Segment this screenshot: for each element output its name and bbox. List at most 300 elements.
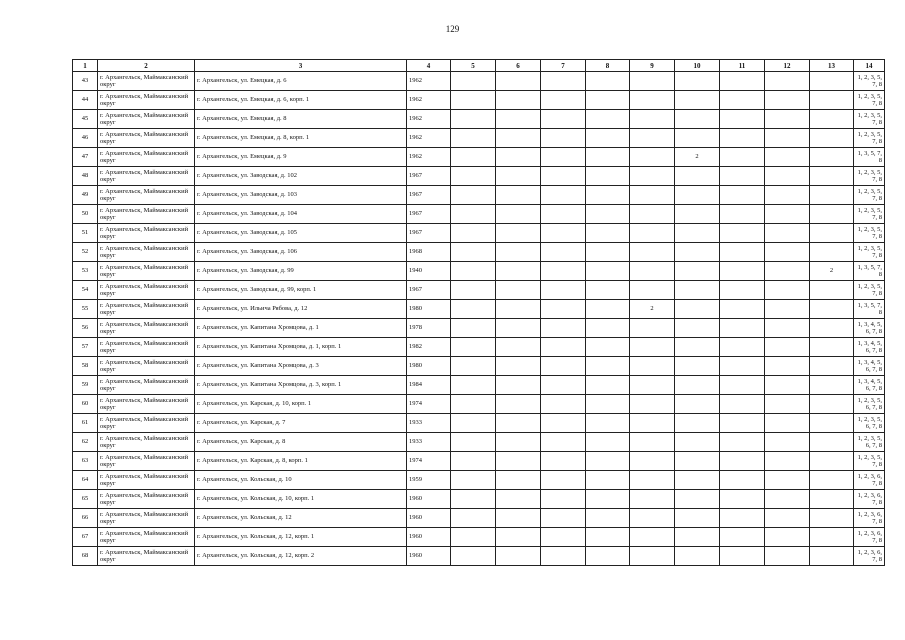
col-9-cell — [630, 262, 675, 281]
col-5-cell — [451, 433, 496, 452]
year-cell: 1959 — [407, 471, 451, 490]
col-8-cell — [586, 148, 630, 167]
district-cell: г. Архангельск, Маймаксанский округ — [98, 186, 195, 205]
year-cell: 1967 — [407, 186, 451, 205]
col-5-cell — [451, 509, 496, 528]
col-8-cell — [586, 414, 630, 433]
district-cell: г. Архангельск, Маймаксанский округ — [98, 452, 195, 471]
table-row — [73, 452, 885, 471]
col-13-cell — [810, 205, 854, 224]
col-5-cell — [451, 357, 496, 376]
col-11-cell — [720, 91, 765, 110]
col-7-cell — [541, 262, 586, 281]
district-cell: г. Архангельск, Маймаксанский округ — [98, 205, 195, 224]
table-row — [73, 148, 885, 167]
district-cell: г. Архангельск, Маймаксанский округ — [98, 281, 195, 300]
year-cell: 1967 — [407, 224, 451, 243]
address-cell: г. Архангельск, ул. Заводская, д. 102 — [195, 167, 407, 186]
col-9-cell — [630, 471, 675, 490]
col-8-cell — [586, 224, 630, 243]
col-13-cell — [810, 395, 854, 414]
col-12-cell — [765, 224, 810, 243]
col-7-cell — [541, 433, 586, 452]
col-5-cell — [451, 338, 496, 357]
col-12-cell — [765, 547, 810, 566]
col-13-cell: 2 — [810, 262, 854, 281]
row-number: 57 — [73, 338, 98, 357]
col-12-cell — [765, 528, 810, 547]
col-7-cell — [541, 319, 586, 338]
col-6-cell — [496, 281, 541, 300]
row-number: 63 — [73, 452, 98, 471]
year-cell: 1967 — [407, 167, 451, 186]
col-6-cell — [496, 91, 541, 110]
year-cell: 1960 — [407, 547, 451, 566]
row-number: 44 — [73, 91, 98, 110]
col-6-cell — [496, 490, 541, 509]
col-5-cell — [451, 167, 496, 186]
row-number: 53 — [73, 262, 98, 281]
col-13-cell — [810, 110, 854, 129]
col-5-cell — [451, 414, 496, 433]
address-cell: г. Архангельск, ул. Заводская, д. 104 — [195, 205, 407, 224]
row-number: 65 — [73, 490, 98, 509]
district-cell: г. Архангельск, Маймаксанский округ — [98, 110, 195, 129]
col-5-cell — [451, 300, 496, 319]
table-row — [73, 376, 885, 395]
col-5-cell — [451, 319, 496, 338]
col-12-cell — [765, 148, 810, 167]
col-12-cell — [765, 243, 810, 262]
col-7-cell — [541, 414, 586, 433]
address-cell: г. Архангельск, ул. Карская, д. 10, корп. 1 — [195, 395, 407, 414]
year-cell: 1962 — [407, 129, 451, 148]
col-5-cell — [451, 148, 496, 167]
column-header-7: 7 — [541, 60, 586, 72]
col-8-cell — [586, 129, 630, 148]
col-7-cell — [541, 281, 586, 300]
row-number: 66 — [73, 509, 98, 528]
address-cell: г. Архангельск, ул. Капитана Хромцова, д. 1, корп. 1 — [195, 338, 407, 357]
year-cell: 1962 — [407, 72, 451, 91]
district-cell: г. Архангельск, Маймаксанский округ — [98, 148, 195, 167]
col-6-cell — [496, 414, 541, 433]
row-number: 67 — [73, 528, 98, 547]
col-7-cell — [541, 547, 586, 566]
col-6-cell — [496, 262, 541, 281]
col-8-cell — [586, 376, 630, 395]
column-header-14: 14 — [854, 60, 885, 72]
notes-cell: 1, 2, 3, 6, 7, 8 — [854, 509, 885, 528]
address-cell: г. Архангельск, ул. Кольская, д. 12, корп. 1 — [195, 528, 407, 547]
col-7-cell — [541, 452, 586, 471]
col-7-cell — [541, 91, 586, 110]
col-7-cell — [541, 528, 586, 547]
col-6-cell — [496, 243, 541, 262]
district-cell: г. Архангельск, Маймаксанский округ — [98, 471, 195, 490]
district-cell: г. Архангельск, Маймаксанский округ — [98, 490, 195, 509]
col-9-cell — [630, 528, 675, 547]
col-10-cell — [675, 243, 720, 262]
col-10-cell — [675, 110, 720, 129]
col-6-cell — [496, 357, 541, 376]
col-6-cell — [496, 547, 541, 566]
row-number: 61 — [73, 414, 98, 433]
district-cell: г. Архангельск, Маймаксанский округ — [98, 509, 195, 528]
col-7-cell — [541, 224, 586, 243]
col-7-cell — [541, 148, 586, 167]
year-cell: 1967 — [407, 205, 451, 224]
col-8-cell — [586, 433, 630, 452]
col-8-cell — [586, 91, 630, 110]
col-10-cell — [675, 357, 720, 376]
col-8-cell — [586, 338, 630, 357]
col-7-cell — [541, 490, 586, 509]
col-8-cell — [586, 357, 630, 376]
district-cell: г. Архангельск, Маймаксанский округ — [98, 338, 195, 357]
col-12-cell — [765, 414, 810, 433]
district-cell: г. Архангельск, Маймаксанский округ — [98, 528, 195, 547]
col-13-cell — [810, 281, 854, 300]
notes-cell: 1, 2, 3, 6, 7, 8 — [854, 528, 885, 547]
table-row — [73, 319, 885, 338]
col-11-cell — [720, 433, 765, 452]
col-11-cell — [720, 186, 765, 205]
col-11-cell — [720, 452, 765, 471]
col-13-cell — [810, 148, 854, 167]
row-number: 50 — [73, 205, 98, 224]
address-cell: г. Архангельск, ул. Емецкая, д. 9 — [195, 148, 407, 167]
col-10-cell — [675, 167, 720, 186]
row-number: 62 — [73, 433, 98, 452]
address-cell: г. Архангельск, ул. Ильича Рябова, д. 12 — [195, 300, 407, 319]
row-number: 68 — [73, 547, 98, 566]
table-row — [73, 129, 885, 148]
notes-cell: 1, 2, 3, 6, 7, 8 — [854, 490, 885, 509]
notes-cell: 1, 2, 3, 5, 7, 8 — [854, 129, 885, 148]
col-5-cell — [451, 452, 496, 471]
address-cell: г. Архангельск, ул. Кольская, д. 10, корп. 1 — [195, 490, 407, 509]
col-10-cell — [675, 129, 720, 148]
col-9-cell — [630, 338, 675, 357]
col-5-cell — [451, 262, 496, 281]
row-number: 45 — [73, 110, 98, 129]
column-header-2: 2 — [98, 60, 195, 72]
col-8-cell — [586, 186, 630, 205]
col-6-cell — [496, 110, 541, 129]
col-12-cell — [765, 91, 810, 110]
col-9-cell — [630, 433, 675, 452]
col-12-cell — [765, 262, 810, 281]
column-header-13: 13 — [810, 60, 854, 72]
col-7-cell — [541, 167, 586, 186]
year-cell: 1980 — [407, 357, 451, 376]
address-cell: г. Архангельск, ул. Емецкая, д. 6, корп. 1 — [195, 91, 407, 110]
col-7-cell — [541, 110, 586, 129]
col-6-cell — [496, 471, 541, 490]
district-cell: г. Архангельск, Маймаксанский округ — [98, 395, 195, 414]
col-11-cell — [720, 395, 765, 414]
col-11-cell — [720, 338, 765, 357]
page-number: 129 — [445, 24, 460, 34]
col-12-cell — [765, 205, 810, 224]
col-9-cell — [630, 91, 675, 110]
col-9-cell — [630, 547, 675, 566]
col-8-cell — [586, 395, 630, 414]
col-9-cell — [630, 357, 675, 376]
table-row — [73, 357, 885, 376]
year-cell: 1960 — [407, 490, 451, 509]
row-number: 59 — [73, 376, 98, 395]
notes-cell: 1, 2, 3, 5, 7, 8 — [854, 186, 885, 205]
year-cell: 1960 — [407, 509, 451, 528]
table-row — [73, 224, 885, 243]
col-11-cell — [720, 414, 765, 433]
col-5-cell — [451, 186, 496, 205]
col-11-cell — [720, 167, 765, 186]
col-5-cell — [451, 547, 496, 566]
col-11-cell — [720, 129, 765, 148]
col-9-cell — [630, 490, 675, 509]
col-10-cell — [675, 547, 720, 566]
col-10-cell — [675, 528, 720, 547]
col-5-cell — [451, 72, 496, 91]
col-13-cell — [810, 186, 854, 205]
col-8-cell — [586, 509, 630, 528]
col-6-cell — [496, 433, 541, 452]
col-10-cell — [675, 262, 720, 281]
col-6-cell — [496, 509, 541, 528]
col-11-cell — [720, 547, 765, 566]
col-10-cell — [675, 338, 720, 357]
table-row — [73, 338, 885, 357]
col-13-cell — [810, 414, 854, 433]
column-header-1: 1 — [73, 60, 98, 72]
address-cell: г. Архангельск, ул. Заводская, д. 105 — [195, 224, 407, 243]
district-cell: г. Архангельск, Маймаксанский округ — [98, 300, 195, 319]
col-6-cell — [496, 376, 541, 395]
col-8-cell — [586, 167, 630, 186]
row-number: 52 — [73, 243, 98, 262]
col-11-cell — [720, 281, 765, 300]
col-6-cell — [496, 452, 541, 471]
col-13-cell — [810, 547, 854, 566]
col-9-cell — [630, 452, 675, 471]
col-6-cell — [496, 300, 541, 319]
col-9-cell: 2 — [630, 300, 675, 319]
col-9-cell — [630, 243, 675, 262]
address-cell: г. Архангельск, ул. Кольская, д. 12 — [195, 509, 407, 528]
col-8-cell — [586, 528, 630, 547]
row-number: 51 — [73, 224, 98, 243]
notes-cell: 1, 3, 5, 7, 8 — [854, 300, 885, 319]
notes-cell: 1, 2, 3, 5, 7, 8 — [854, 452, 885, 471]
table-row — [73, 490, 885, 509]
col-8-cell — [586, 319, 630, 338]
col-12-cell — [765, 452, 810, 471]
col-13-cell — [810, 243, 854, 262]
row-number: 46 — [73, 129, 98, 148]
col-11-cell — [720, 243, 765, 262]
col-10-cell — [675, 433, 720, 452]
col-9-cell — [630, 414, 675, 433]
col-10-cell — [675, 300, 720, 319]
col-5-cell — [451, 471, 496, 490]
table-row — [73, 281, 885, 300]
notes-cell: 1, 2, 3, 5, 7, 8 — [854, 281, 885, 300]
col-9-cell — [630, 281, 675, 300]
district-cell: г. Архангельск, Маймаксанский округ — [98, 262, 195, 281]
row-number: 58 — [73, 357, 98, 376]
address-cell: г. Архангельск, ул. Емецкая, д. 8 — [195, 110, 407, 129]
district-cell: г. Архангельск, Маймаксанский округ — [98, 357, 195, 376]
col-11-cell — [720, 376, 765, 395]
col-11-cell — [720, 300, 765, 319]
col-8-cell — [586, 300, 630, 319]
address-cell: г. Архангельск, ул. Емецкая, д. 8, корп. 1 — [195, 129, 407, 148]
col-10-cell — [675, 224, 720, 243]
notes-cell: 1, 3, 5, 7, 8 — [854, 262, 885, 281]
col-6-cell — [496, 186, 541, 205]
district-cell: г. Архангельск, Маймаксанский округ — [98, 243, 195, 262]
col-10-cell — [675, 452, 720, 471]
address-cell: г. Архангельск, ул. Карская, д. 8, корп. 1 — [195, 452, 407, 471]
col-10-cell — [675, 376, 720, 395]
col-12-cell — [765, 395, 810, 414]
col-10-cell: 2 — [675, 148, 720, 167]
col-12-cell — [765, 490, 810, 509]
col-7-cell — [541, 338, 586, 357]
year-cell: 1984 — [407, 376, 451, 395]
notes-cell: 1, 2, 3, 5, 7, 8 — [854, 72, 885, 91]
table-row — [73, 433, 885, 452]
row-number: 43 — [73, 72, 98, 91]
district-cell: г. Архангельск, Маймаксанский округ — [98, 72, 195, 91]
table-row — [73, 186, 885, 205]
address-cell: г. Архангельск, ул. Заводская, д. 106 — [195, 243, 407, 262]
year-cell: 1962 — [407, 110, 451, 129]
year-cell: 1933 — [407, 433, 451, 452]
col-12-cell — [765, 167, 810, 186]
col-13-cell — [810, 471, 854, 490]
table-row — [73, 471, 885, 490]
district-cell: г. Архангельск, Маймаксанский округ — [98, 433, 195, 452]
column-header-5: 5 — [451, 60, 496, 72]
col-6-cell — [496, 528, 541, 547]
col-6-cell — [496, 395, 541, 414]
table-row — [73, 110, 885, 129]
year-cell: 1978 — [407, 319, 451, 338]
col-10-cell — [675, 281, 720, 300]
row-number: 60 — [73, 395, 98, 414]
col-11-cell — [720, 262, 765, 281]
col-8-cell — [586, 110, 630, 129]
district-cell: г. Архангельск, Маймаксанский округ — [98, 129, 195, 148]
notes-cell: 1, 2, 3, 6, 7, 8 — [854, 471, 885, 490]
col-7-cell — [541, 509, 586, 528]
col-13-cell — [810, 433, 854, 452]
col-6-cell — [496, 148, 541, 167]
col-7-cell — [541, 129, 586, 148]
district-cell: г. Архангельск, Маймаксанский округ — [98, 547, 195, 566]
year-cell: 1982 — [407, 338, 451, 357]
address-cell: г. Архангельск, ул. Емецкая, д. 6 — [195, 72, 407, 91]
year-cell: 1962 — [407, 91, 451, 110]
col-11-cell — [720, 205, 765, 224]
col-12-cell — [765, 281, 810, 300]
col-9-cell — [630, 509, 675, 528]
col-10-cell — [675, 205, 720, 224]
table-row — [73, 300, 885, 319]
address-cell: г. Архангельск, ул. Капитана Хромцова, д. 1 — [195, 319, 407, 338]
col-5-cell — [451, 224, 496, 243]
col-6-cell — [496, 129, 541, 148]
col-10-cell — [675, 91, 720, 110]
table-row — [73, 91, 885, 110]
col-11-cell — [720, 110, 765, 129]
district-cell: г. Архангельск, Маймаксанский округ — [98, 224, 195, 243]
notes-cell: 1, 3, 4, 5, 6, 7, 8 — [854, 357, 885, 376]
district-cell: г. Архангельск, Маймаксанский округ — [98, 91, 195, 110]
col-8-cell — [586, 205, 630, 224]
housing-register-table — [72, 59, 885, 566]
row-number: 48 — [73, 167, 98, 186]
col-13-cell — [810, 528, 854, 547]
district-cell: г. Архангельск, Маймаксанский округ — [98, 376, 195, 395]
col-7-cell — [541, 357, 586, 376]
address-cell: г. Архангельск, ул. Кольская, д. 12, корп. 2 — [195, 547, 407, 566]
table-row — [73, 528, 885, 547]
year-cell: 1960 — [407, 528, 451, 547]
col-10-cell — [675, 319, 720, 338]
col-11-cell — [720, 224, 765, 243]
col-8-cell — [586, 547, 630, 566]
address-cell: г. Архангельск, ул. Кольская, д. 10 — [195, 471, 407, 490]
notes-cell: 1, 2, 3, 5, 7, 8 — [854, 110, 885, 129]
col-5-cell — [451, 281, 496, 300]
col-13-cell — [810, 509, 854, 528]
year-cell: 1968 — [407, 243, 451, 262]
col-9-cell — [630, 129, 675, 148]
table-row — [73, 262, 885, 281]
row-number: 47 — [73, 148, 98, 167]
notes-cell: 1, 2, 3, 5, 7, 8 — [854, 91, 885, 110]
col-12-cell — [765, 186, 810, 205]
table-row — [73, 395, 885, 414]
col-13-cell — [810, 452, 854, 471]
table-row — [73, 414, 885, 433]
col-5-cell — [451, 205, 496, 224]
col-8-cell — [586, 72, 630, 91]
column-header-10: 10 — [675, 60, 720, 72]
column-header-6: 6 — [496, 60, 541, 72]
col-5-cell — [451, 528, 496, 547]
col-11-cell — [720, 490, 765, 509]
col-12-cell — [765, 129, 810, 148]
col-10-cell — [675, 395, 720, 414]
col-7-cell — [541, 376, 586, 395]
col-13-cell — [810, 167, 854, 186]
col-10-cell — [675, 509, 720, 528]
table-row — [73, 243, 885, 262]
row-number: 55 — [73, 300, 98, 319]
col-9-cell — [630, 376, 675, 395]
col-11-cell — [720, 319, 765, 338]
row-number: 54 — [73, 281, 98, 300]
year-cell: 1980 — [407, 300, 451, 319]
district-cell: г. Архангельск, Маймаксанский округ — [98, 414, 195, 433]
column-header-3: 3 — [195, 60, 407, 72]
